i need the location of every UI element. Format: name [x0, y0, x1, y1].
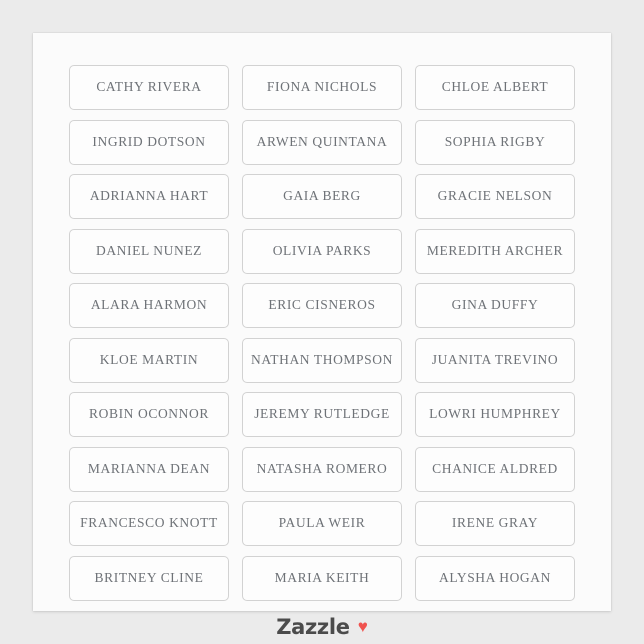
label-name: CATHY RIVERA [96, 79, 202, 95]
label-name: FIONA NICHOLS [266, 79, 378, 95]
sticker-sheet [33, 33, 611, 639]
list-item[interactable] [415, 447, 575, 492]
brand-wordmark: Zazzle [276, 614, 350, 639]
label-name: MARIA KEITH [274, 569, 370, 585]
label-name: ROBIN OCONNOR [89, 406, 209, 422]
label-name: SOPHIA RIGBY [444, 133, 546, 149]
list-item[interactable] [415, 501, 575, 546]
list-item[interactable] [69, 556, 229, 601]
list-item[interactable] [415, 338, 575, 383]
list-item[interactable] [242, 447, 402, 492]
label-name: GAIA BERG [283, 188, 361, 204]
label-name: GINA DUFFY [451, 297, 539, 313]
list-item[interactable] [242, 556, 402, 601]
label-name: JEREMY RUTLEDGE [254, 406, 390, 422]
label-name: ARWEN QUINTANA [256, 133, 388, 149]
label-name: PAULA WEIR [278, 515, 366, 531]
list-item[interactable] [415, 120, 575, 165]
label-name: MEREDITH ARCHER [426, 242, 564, 258]
list-item[interactable] [415, 392, 575, 437]
list-item[interactable] [415, 283, 575, 328]
list-item[interactable] [242, 120, 402, 165]
list-item[interactable] [415, 229, 575, 274]
label-name: JUANITA TREVINO [431, 351, 559, 367]
list-item[interactable] [242, 229, 402, 274]
label-name: GRACIE NELSON [437, 188, 553, 204]
heart-icon: ♥ [357, 617, 368, 636]
label-name: NATHAN THOMPSON [251, 351, 393, 367]
list-item[interactable] [69, 65, 229, 110]
label-name: CHLOE ALBERT [441, 79, 549, 95]
list-item[interactable] [415, 65, 575, 110]
list-item[interactable] [242, 283, 402, 328]
list-item[interactable] [242, 65, 402, 110]
list-item[interactable] [69, 501, 229, 546]
label-name: LOWRI HUMPHREY [429, 406, 561, 422]
label-name: DANIEL NUNEZ [95, 242, 203, 258]
list-item[interactable] [242, 392, 402, 437]
list-item[interactable] [242, 174, 402, 219]
label-name: KLOE MARTIN [99, 351, 199, 367]
list-item[interactable] [69, 338, 229, 383]
label-name: OLIVIA PARKS [272, 242, 372, 258]
list-item[interactable] [69, 447, 229, 492]
label-name: NATASHA ROMERO [256, 460, 388, 476]
label-name: ADRIANNA HART [89, 188, 209, 204]
list-item[interactable] [69, 229, 229, 274]
list-item[interactable] [69, 120, 229, 165]
label-name: ERIC CISNEROS [268, 297, 376, 313]
label-name: FRANCESCO KNOTT [80, 515, 218, 531]
label-name: ALYSHA HOGAN [439, 569, 551, 585]
list-item[interactable] [69, 392, 229, 437]
label-name: IRENE GRAY [451, 515, 539, 531]
label-grid [69, 65, 575, 601]
list-item[interactable] [69, 283, 229, 328]
list-item[interactable] [69, 174, 229, 219]
label-name: MARIANNA DEAN [87, 460, 211, 476]
list-item[interactable] [415, 556, 575, 601]
label-name: CHANICE ALDRED [432, 460, 558, 476]
list-item[interactable] [242, 501, 402, 546]
label-name: ALARA HARMON [90, 297, 208, 313]
list-item[interactable] [415, 174, 575, 219]
brand-footer [276, 615, 368, 639]
label-name: BRITNEY CLINE [94, 569, 204, 585]
label-name: INGRID DOTSON [92, 133, 206, 149]
list-item[interactable] [242, 338, 402, 383]
